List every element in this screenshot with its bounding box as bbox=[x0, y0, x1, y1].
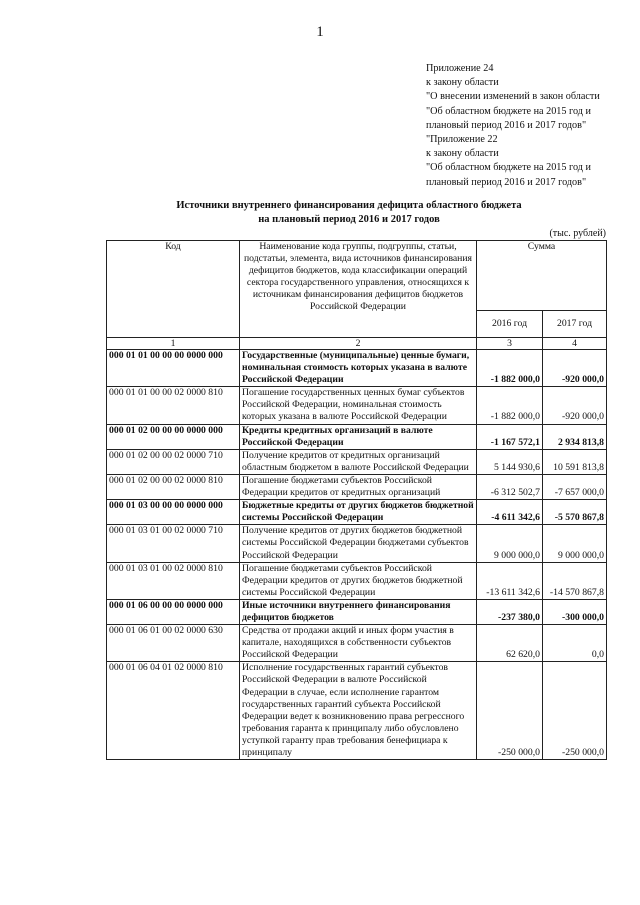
appendix-line: Приложение 24 bbox=[426, 63, 494, 74]
row-value-2016: 9 000 000,0 bbox=[477, 525, 543, 562]
row-value-2017: -300 000,0 bbox=[543, 599, 607, 624]
appendix-line: "Об областном бюджете на 2015 год и bbox=[426, 105, 591, 117]
table-row bbox=[107, 350, 607, 387]
row-value-2017: 10 591 813,8 bbox=[543, 449, 607, 474]
row-value-2016: 5 144 930,6 bbox=[477, 449, 543, 474]
table-row bbox=[107, 662, 607, 760]
table-row bbox=[107, 424, 607, 449]
table-row bbox=[107, 525, 607, 562]
column-number: 3 bbox=[477, 338, 543, 350]
row-code: 000 01 01 00 00 00 0000 000 bbox=[107, 350, 240, 387]
row-code: 000 01 02 00 00 02 0000 810 bbox=[107, 474, 240, 499]
row-name: Получение кредитов от кредитных организаций областным бюджетом в валюте Российской Федерации bbox=[240, 449, 477, 474]
title-line-2: на плановый период 2016 и 2017 годов bbox=[258, 213, 440, 225]
appendix-line: "Приложение 22 bbox=[426, 134, 498, 146]
units-label: (тыс. рублей) bbox=[549, 228, 606, 239]
header-year-2016: 2016 год bbox=[477, 311, 543, 338]
row-value-2017: -5 570 867,8 bbox=[543, 500, 607, 525]
document-title bbox=[60, 199, 638, 226]
appendix-line: к закону области bbox=[426, 77, 499, 89]
row-value-2016: -1 882 000,0 bbox=[477, 350, 543, 387]
financing-sources-table bbox=[106, 240, 607, 760]
row-value-2016: -1 167 572,1 bbox=[477, 424, 543, 449]
row-name: Получение кредитов от других бюджетов бюджетной системы Российской Федерации бюджетами субъектов Российской Федерации bbox=[240, 525, 477, 562]
table-row bbox=[107, 474, 607, 499]
row-value-2016: -13 611 342,6 bbox=[477, 562, 543, 599]
row-value-2017: -920 000,0 bbox=[543, 387, 607, 424]
row-name: Иные источники внутреннего финансирования дефицитов бюджетов bbox=[240, 599, 477, 624]
table-row bbox=[107, 562, 607, 599]
row-value-2017: 0,0 bbox=[543, 625, 607, 662]
row-value-2016: -6 312 502,7 bbox=[477, 474, 543, 499]
row-name: Погашение государственных ценных бумаг субъектов Российской Федерации, номинальная стоимость которых указана в валюте Российской Федерации bbox=[240, 387, 477, 424]
row-value-2017: 2 934 813,8 bbox=[543, 424, 607, 449]
appendix-block bbox=[426, 62, 626, 190]
row-code: 000 01 03 01 00 02 0000 810 bbox=[107, 562, 240, 599]
header-year-2017: 2017 год bbox=[543, 311, 607, 338]
row-code: 000 01 03 01 00 02 0000 710 bbox=[107, 525, 240, 562]
appendix-line: "О внесении изменений в закон области bbox=[426, 91, 600, 103]
row-name: Исполнение государственных гарантий субъектов Российской Федерации в валюте Российской Федерации в случае, если исполнение гарантом государственных гарантий субъекта Российской Федерации ведет к возникновению права регрессного требования гаранта к принципалу либо обусловлено уступкой гаранту прав требования бенефициара к принципалу bbox=[240, 662, 477, 760]
row-code: 000 01 01 00 00 02 0000 810 bbox=[107, 387, 240, 424]
row-code: 000 01 06 04 01 02 0000 810 bbox=[107, 662, 240, 760]
row-name: Государственные (муниципальные) ценные бумаги, номинальная стоимость которых указана в валюте Российской Федерации bbox=[240, 350, 477, 387]
row-value-2017: -7 657 000,0 bbox=[543, 474, 607, 499]
title-line-1: Источники внутреннего финансирования дефицита областного бюджета bbox=[176, 200, 522, 211]
row-code: 000 01 02 00 00 00 0000 000 bbox=[107, 424, 240, 449]
row-code: 000 01 02 00 00 02 0000 710 bbox=[107, 449, 240, 474]
header-code: Код bbox=[107, 241, 240, 338]
row-name: Бюджетные кредиты от других бюджетов бюджетной системы Российской Федерации bbox=[240, 500, 477, 525]
table-row bbox=[107, 500, 607, 525]
page-number: 1 bbox=[316, 24, 324, 40]
row-value-2016: -1 882 000,0 bbox=[477, 387, 543, 424]
row-name: Погашение бюджетами субъектов Российской Федерации кредитов от других бюджетов бюджетной системы Российской Федерации bbox=[240, 562, 477, 599]
header-name: Наименование кода группы, подгруппы, статьи, подстатьи, элемента, вида источников финансирования дефицитов бюджетов, кода классификации операций сектора государственного управления, относящихся к источникам финансирования дефицитов бюджетов Российской Федерации bbox=[240, 241, 477, 338]
row-value-2016: 62 620,0 bbox=[477, 625, 543, 662]
header-sum: Сумма bbox=[477, 241, 607, 311]
row-value-2016: -4 611 342,6 bbox=[477, 500, 543, 525]
appendix-line: плановый период 2016 и 2017 годов" bbox=[426, 119, 587, 131]
table-row bbox=[107, 625, 607, 662]
table-row bbox=[107, 387, 607, 424]
row-value-2016: -237 380,0 bbox=[477, 599, 543, 624]
row-name: Кредиты кредитных организаций в валюте Российской Федерации bbox=[240, 424, 477, 449]
row-code: 000 01 06 01 00 02 0000 630 bbox=[107, 625, 240, 662]
row-code: 000 01 06 00 00 00 0000 000 bbox=[107, 599, 240, 624]
column-number: 4 bbox=[543, 338, 607, 350]
row-value-2017: -920 000,0 bbox=[543, 350, 607, 387]
table-row bbox=[107, 449, 607, 474]
row-code: 000 01 03 00 00 00 0000 000 bbox=[107, 500, 240, 525]
row-value-2017: -14 570 867,8 bbox=[543, 562, 607, 599]
appendix-line: к закону области bbox=[426, 148, 499, 160]
row-name: Средства от продажи акций и иных форм участия в капитале, находящихся в собственности субъектов Российской Федерации bbox=[240, 625, 477, 662]
row-value-2016: -250 000,0 bbox=[477, 662, 543, 760]
appendix-line: "Об областном бюджете на 2015 год и bbox=[426, 162, 591, 174]
row-value-2017: -250 000,0 bbox=[543, 662, 607, 760]
row-name: Погашение бюджетами субъектов Российской Федерации кредитов от кредитных организаций bbox=[240, 474, 477, 499]
row-value-2017: 9 000 000,0 bbox=[543, 525, 607, 562]
appendix-line: плановый период 2016 и 2017 годов" bbox=[426, 176, 587, 188]
column-number: 1 bbox=[107, 338, 240, 350]
column-number: 2 bbox=[240, 338, 477, 350]
table-row bbox=[107, 599, 607, 624]
